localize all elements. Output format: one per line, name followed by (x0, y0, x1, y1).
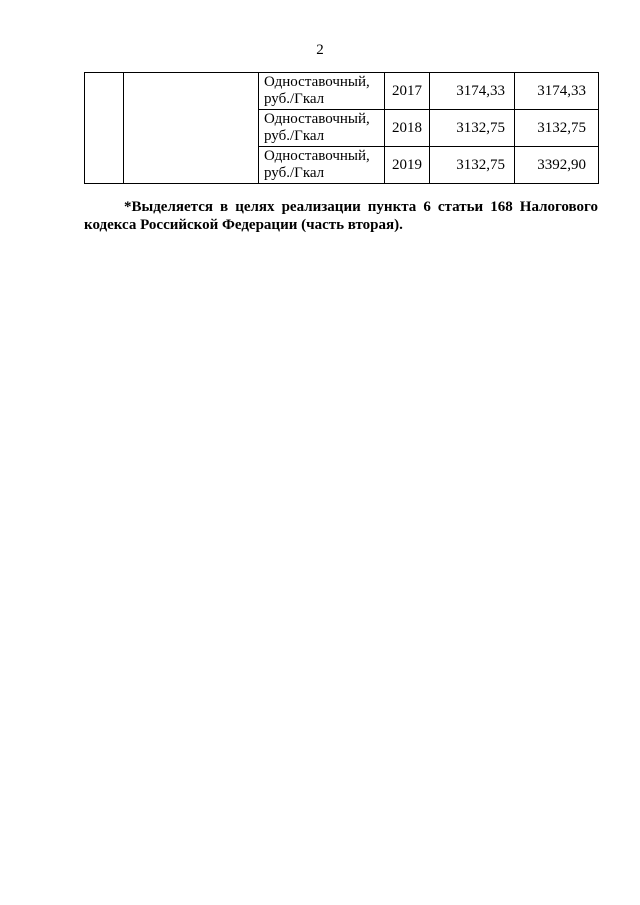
tariff-table (84, 72, 599, 184)
footnote-line2: кодекса Российской Федерации (часть вторая). (84, 217, 403, 233)
table-row (85, 73, 599, 110)
tariff-type-line2: руб./Гкал (264, 165, 325, 181)
value2-cell: 3174,33 (515, 73, 599, 110)
tariff-type-line2: руб./Гкал (264, 128, 325, 144)
empty-number-cell (85, 73, 124, 184)
tariff-type-cell (259, 110, 385, 147)
year-cell: 2017 (385, 73, 430, 110)
tariff-type-cell (259, 147, 385, 184)
value1-cell: 3132,75 (430, 147, 515, 184)
footnote-line1: *Выделяется в целях реализации пункта 6 статьи 168 Налогового (124, 199, 598, 215)
footnote (84, 198, 598, 234)
tariff-type-line2: руб./Гкал (264, 91, 325, 107)
page-number: 2 (316, 42, 324, 58)
tariff-type-line1: Одноставочный, (264, 111, 370, 127)
empty-organization-cell (124, 73, 259, 184)
year-cell: 2019 (385, 147, 430, 184)
value1-cell: 3174,33 (430, 73, 515, 110)
tariff-type-line1: Одноставочный, (264, 148, 370, 164)
year-cell: 2018 (385, 110, 430, 147)
value2-cell: 3132,75 (515, 110, 599, 147)
tariff-type-line1: Одноставочный, (264, 74, 370, 90)
value1-cell: 3132,75 (430, 110, 515, 147)
tariff-type-cell (259, 73, 385, 110)
value2-cell: 3392,90 (515, 147, 599, 184)
